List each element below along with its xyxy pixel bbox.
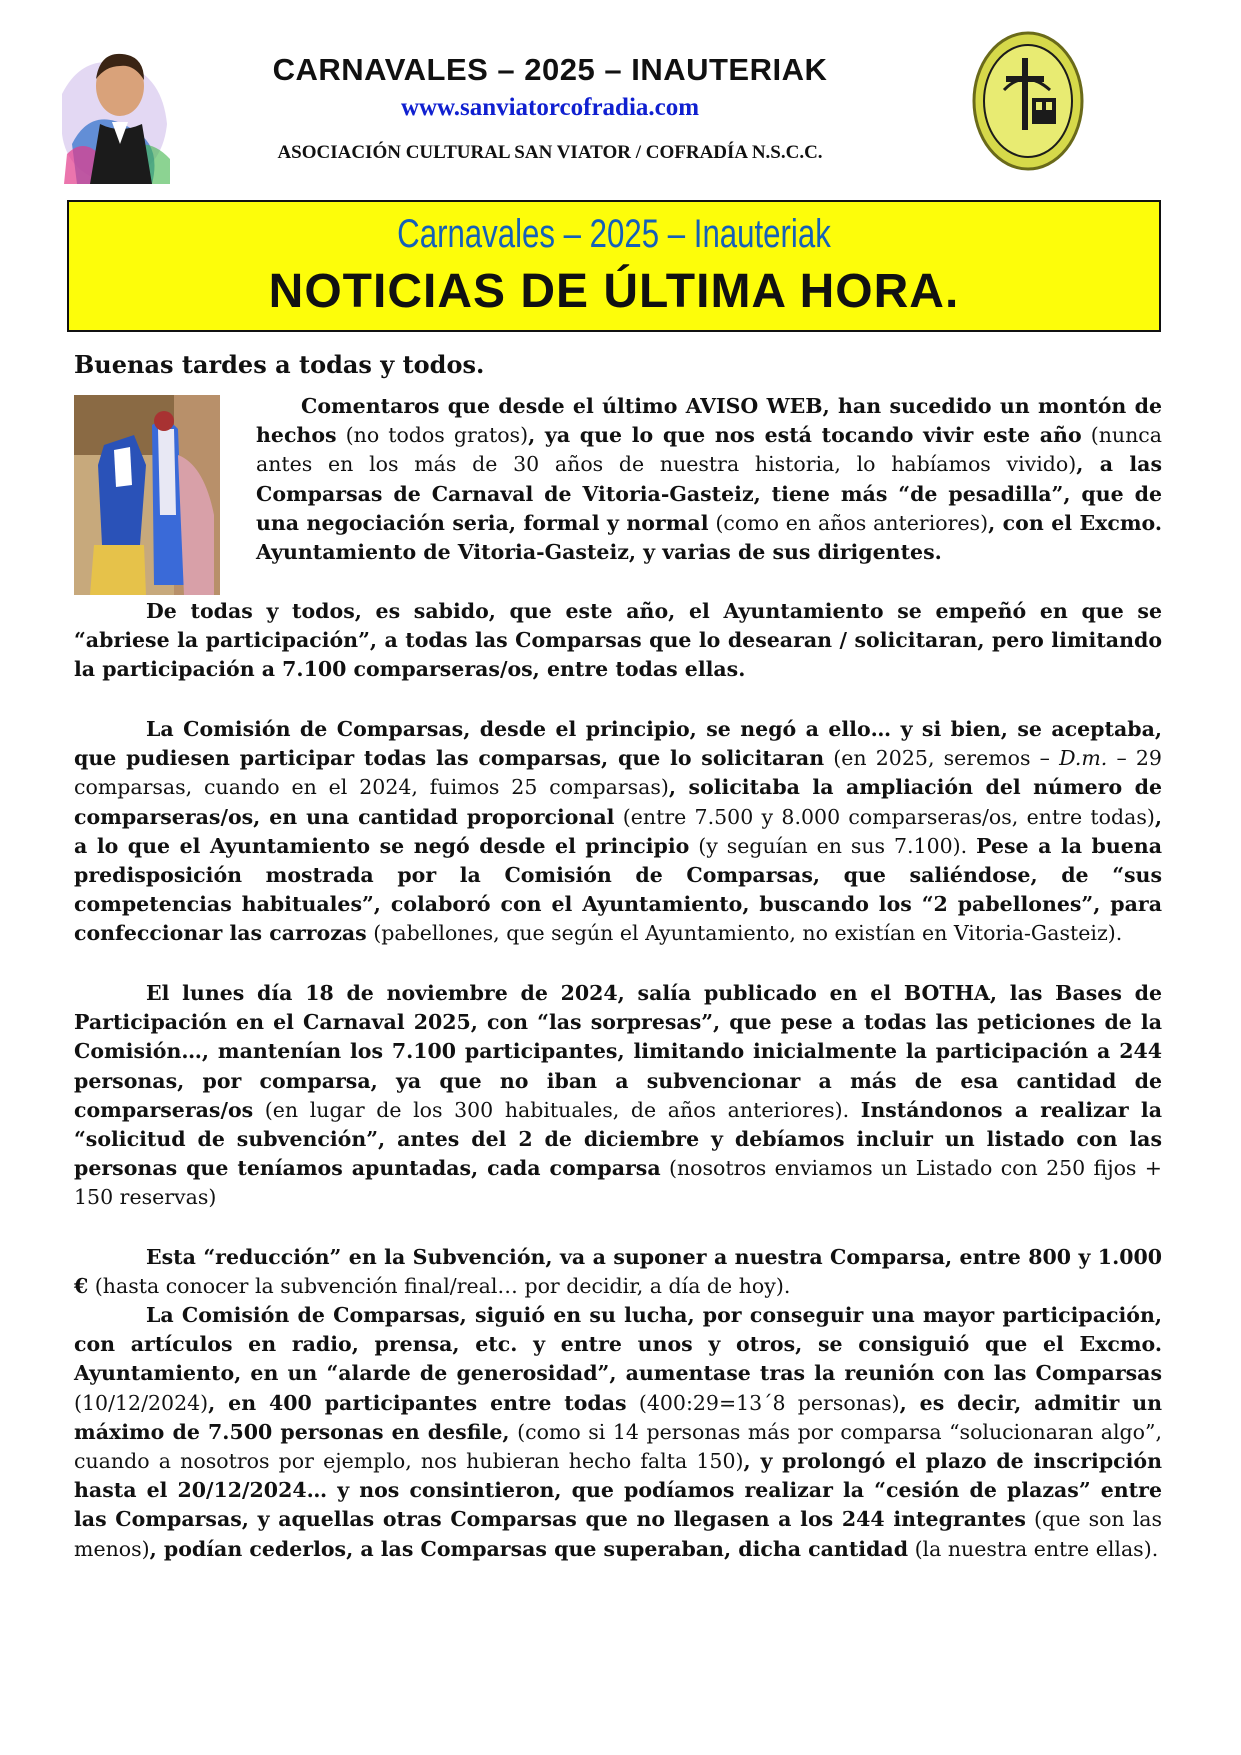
page-header	[0, 0, 1241, 190]
text-run: (nunca antes en los más de 30 años de nuestra historia, lo habíamos vivido)	[256, 423, 1163, 477]
paragraph-subvencion	[74, 1243, 1162, 1301]
paragraph-botha	[74, 979, 1162, 1213]
paragraph-lucha	[74, 1301, 1162, 1564]
text-run: (hasta conocer la subvención final/real… por decidir, a día de hoy).	[88, 1274, 791, 1299]
text-run: , a las Comparsas de Carnaval de Vitoria-Gasteiz, tiene más “de pesadilla”, que de una negociación seria, formal y normal	[256, 452, 1162, 535]
text-run: (y seguían en sus 7.100).	[689, 833, 977, 858]
text-run: (10/12/2024)	[74, 1390, 209, 1415]
costumes-photo	[74, 395, 220, 595]
greeting: Buenas tardes a todas y todos.	[74, 350, 485, 379]
header-association: ASOCIACIÓN CULTURAL SAN VIATOR / COFRADÍA N.S.C.C.	[277, 142, 823, 163]
cofradia-emblem-logo	[970, 28, 1086, 174]
text-run: (no todos gratos)	[336, 423, 529, 448]
text-run: , en 400 participantes entre todas	[208, 1390, 627, 1415]
text-run: De todas y todos, es sabido, que este año, el Ayuntamiento se empeñó en que se “abriese la participación”, a todas las Comparsas que lo desearan / solicitaran, pero limitando la participación a 7.100 comparseras/os, entre todas ellas.	[74, 599, 1162, 682]
headline-banner	[67, 200, 1161, 332]
text-run: (pabellones, que según el Ayuntamiento, no existían en Vitoria-Gasteiz).	[366, 921, 1123, 946]
text-run: Esta “reducción” en la Subvención, va a suponer a nuestra Comparsa, entre 800 y 1.000 €	[74, 1245, 1162, 1299]
banner-subtitle: Carnavales – 2025 – Inauteriak	[397, 212, 831, 256]
text-run: Instándonos a realizar la “solicitud de subvención”, antes del 2 de diciembre y debíamos incluir un listado con las personas que teníamos apuntadas, cada comparsa	[74, 1097, 1162, 1181]
text-run: – 29 comparsas, cuando en el 2024, fuimos 25 comparsas)	[74, 746, 1162, 800]
text-run: (como en años anteriores)	[708, 510, 989, 535]
header-website-link[interactable]: www.sanviatorcofradia.com	[400, 94, 700, 121]
text-run: Comentaros que desde el último AVISO WEB, han sucedido un montón de hechos	[256, 394, 1162, 448]
text-run: (entre 7.500 y 8.000 comparseras/os, entre todas)	[614, 804, 1155, 829]
text-run: (como si 14 personas más por comparsa “solucionaran algo”, cuando a nosotros por ejemplo, nos hubieran hecho falta 150)	[74, 1419, 1162, 1474]
text-run: , podían cederlos, a las Comparsas que superaban, dicha cantidad	[149, 1536, 909, 1561]
text-run: La Comisión de Comparsas, siguió en su lucha, por conseguir una mayor participación, con artículos en radio, prensa, etc. y entre unos y otros, se consiguió que el Excmo. Ayuntamiento, en un “alarde de generosidad”, aumentase tras la reunión con las Comparsas	[74, 1303, 1162, 1386]
text-run: , y prolongó el plazo de inscripción hasta el 20/12/2024… y nos consintieron, que podíamos realizar la “cesión de plazas” entre las Comparsas, y aquellas otras Comparsas que no llegasen a los 244 integrantes	[74, 1449, 1163, 1532]
text-run: (nosotros enviamos un Listado con 250 fijos + 150 reservas)	[74, 1156, 1162, 1210]
text-run: , es decir, admitir un máximo de 7.500 personas en desfile,	[74, 1390, 1162, 1444]
text-run: (400:29=13´8 personas)	[626, 1390, 900, 1415]
text-run: , solicitaba la ampliación del número de comparseras/os, en una cantidad proporcional	[74, 775, 1163, 829]
banner-title: NOTICIAS DE ÚLTIMA HORA.	[268, 265, 960, 318]
paragraph-comision	[74, 715, 1162, 949]
paragraph-participation	[74, 597, 1162, 685]
text-run: (en 2025, seremos –	[824, 746, 1060, 771]
text-run: D.m.	[1059, 746, 1108, 771]
text-run: La Comisión de Comparsas, desde el principio, se negó a ello… y si bien, se aceptaba, que pudiesen participar todas las comparsas, que lo solicitaran	[74, 717, 1162, 771]
text-run: (en lugar de los 300 habituales, de años anteriores).	[253, 1097, 861, 1122]
text-run: El lunes día 18 de noviembre de 2024, salía publicado en el BOTHA, las Bases de Participación en el Carnaval 2025, con “las sorpresas”, que pese a todas las peticiones de la Comisión…, mantenían los 7.100 participantes, limitando inicialmente la participación a 244 personas, por comparsa, ya que no iban a subvencionar a más de esa cantidad de comparseras/os	[74, 981, 1162, 1122]
text-run: , con el Excmo. Ayuntamiento de Vitoria-Gasteiz, y varias de sus dirigentes.	[256, 510, 1162, 565]
header-title: CARNAVALES – 2025 – INAUTERIAK	[272, 52, 828, 87]
text-run: , a lo que el Ayuntamiento se negó desde el principio	[74, 804, 1162, 858]
text-run: (la nuestra entre ellas).	[908, 1536, 1159, 1561]
text-run: (que son las menos)	[74, 1507, 1163, 1561]
text-run: Pese a la buena predisposición mostrada por la Comisión de Comparsas, que saliéndose, de “sus competencias habituales”, colaboró con el Ayuntamiento, buscando los “2 pabellones”, para confeccionar las carrozas	[74, 833, 1162, 946]
paragraph-intro	[256, 392, 1162, 567]
text-run: , ya que lo que nos está tocando vivir este año	[528, 423, 1082, 448]
saint-portrait-image	[52, 34, 176, 190]
